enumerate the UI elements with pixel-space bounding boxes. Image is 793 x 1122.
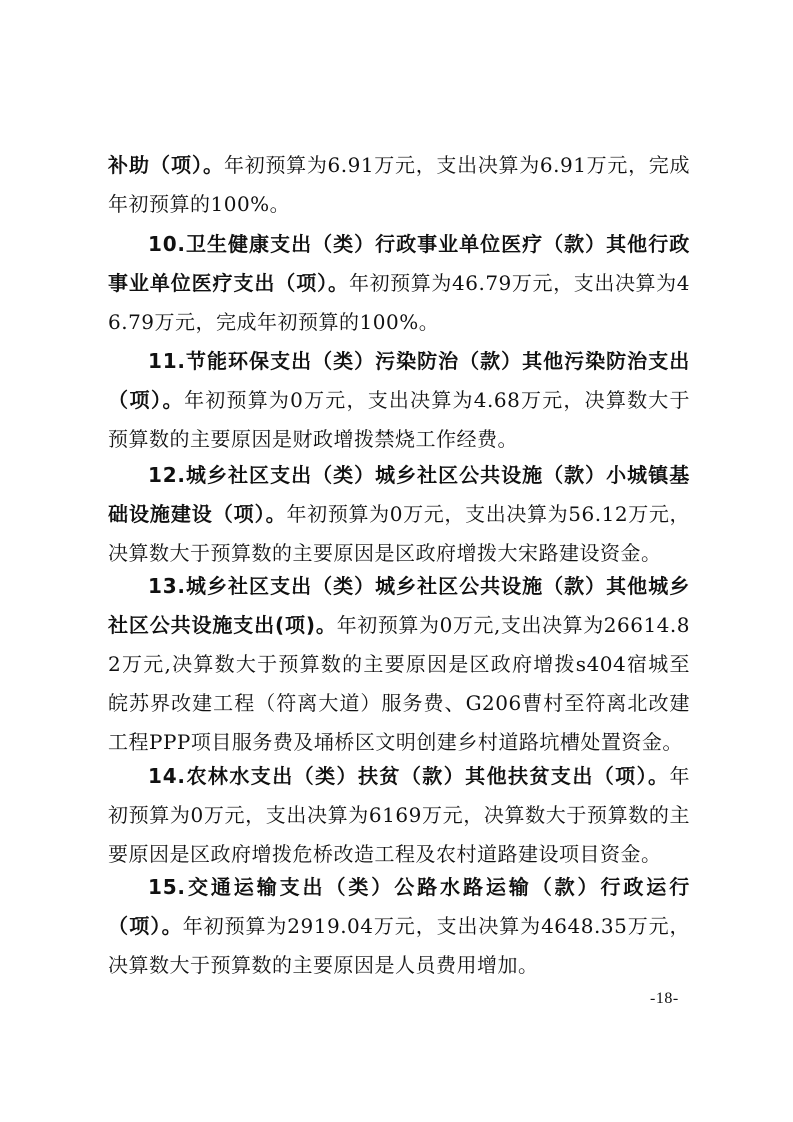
paragraph-body: 年初预算为46.79万元，支出决算为46.79万元，完成年初预算的100%。 bbox=[108, 271, 690, 334]
paragraph-body: 年初预算为0万元，支出决算为56.12万元，决算数大于预算数的主要原因是区政府增拨大宋路建设资金。 bbox=[108, 502, 691, 565]
paragraph-item-11 bbox=[108, 342, 690, 459]
paragraph-heading: 14.农林水支出（类）扶贫（款）其他扶贫支出（项）。 bbox=[148, 764, 670, 788]
paragraph-item-10 bbox=[108, 225, 690, 342]
paragraph-heading: 10.卫生健康支出（类）行政事业单位医疗（款）其他行政事业单位医疗支出（项）。 bbox=[108, 232, 690, 295]
paragraph-heading: 补助（项）。 bbox=[108, 153, 225, 177]
paragraph-heading: 12.城乡社区支出（类）城乡社区公共设施（款）小城镇基础设施建设（项）。 bbox=[108, 463, 690, 526]
page-number: -18- bbox=[650, 990, 679, 1007]
paragraph-item-14 bbox=[108, 757, 690, 874]
paragraph-body: 年初预算为0万元，支出决算为6169万元，决算数大于预算数的主要原因是区政府增拨危桥改造工程及农村道路建设项目资金。 bbox=[108, 764, 690, 866]
paragraph-body: 年初预算为6.91万元，支出决算为6.91万元，完成年初预算的100%。 bbox=[108, 153, 690, 216]
paragraph-body: 年初预算为2919.04万元，支出决算为4648.35万元，决算数大于预算数的主要原因是人员费用增加。 bbox=[108, 914, 690, 977]
paragraph-item-15 bbox=[108, 868, 690, 985]
paragraph-heading: 11.节能环保支出（类）污染防治（款）其他污染防治支出（项）。 bbox=[108, 349, 690, 412]
paragraph-item-9-continued bbox=[108, 146, 690, 224]
paragraph-body: 年初预算为0万元,支出决算为26614.82万元,决算数大于预算数的主要原因是区政府增拨s404宿城至皖苏界改建工程（符离大道）服务费、G206曹村至符离北改建工程PPP项目服务费及埇桥区文明创建乡村道路坑槽处置资金。 bbox=[108, 613, 690, 754]
paragraph-heading: 15.交通运输支出（类）公路水路运输（款）行政运行（项）。 bbox=[108, 875, 690, 938]
paragraph-body: 年初预算为0万元，支出决算为4.68万元，决算数大于预算数的主要原因是财政增拨禁烧工作经费。 bbox=[108, 388, 690, 451]
paragraph-item-13 bbox=[108, 567, 690, 762]
paragraph-item-12 bbox=[108, 456, 690, 573]
paragraph-heading: 13.城乡社区支出（类）城乡社区公共设施（款）其他城乡社区公共设施支出(项)。 bbox=[108, 574, 690, 637]
